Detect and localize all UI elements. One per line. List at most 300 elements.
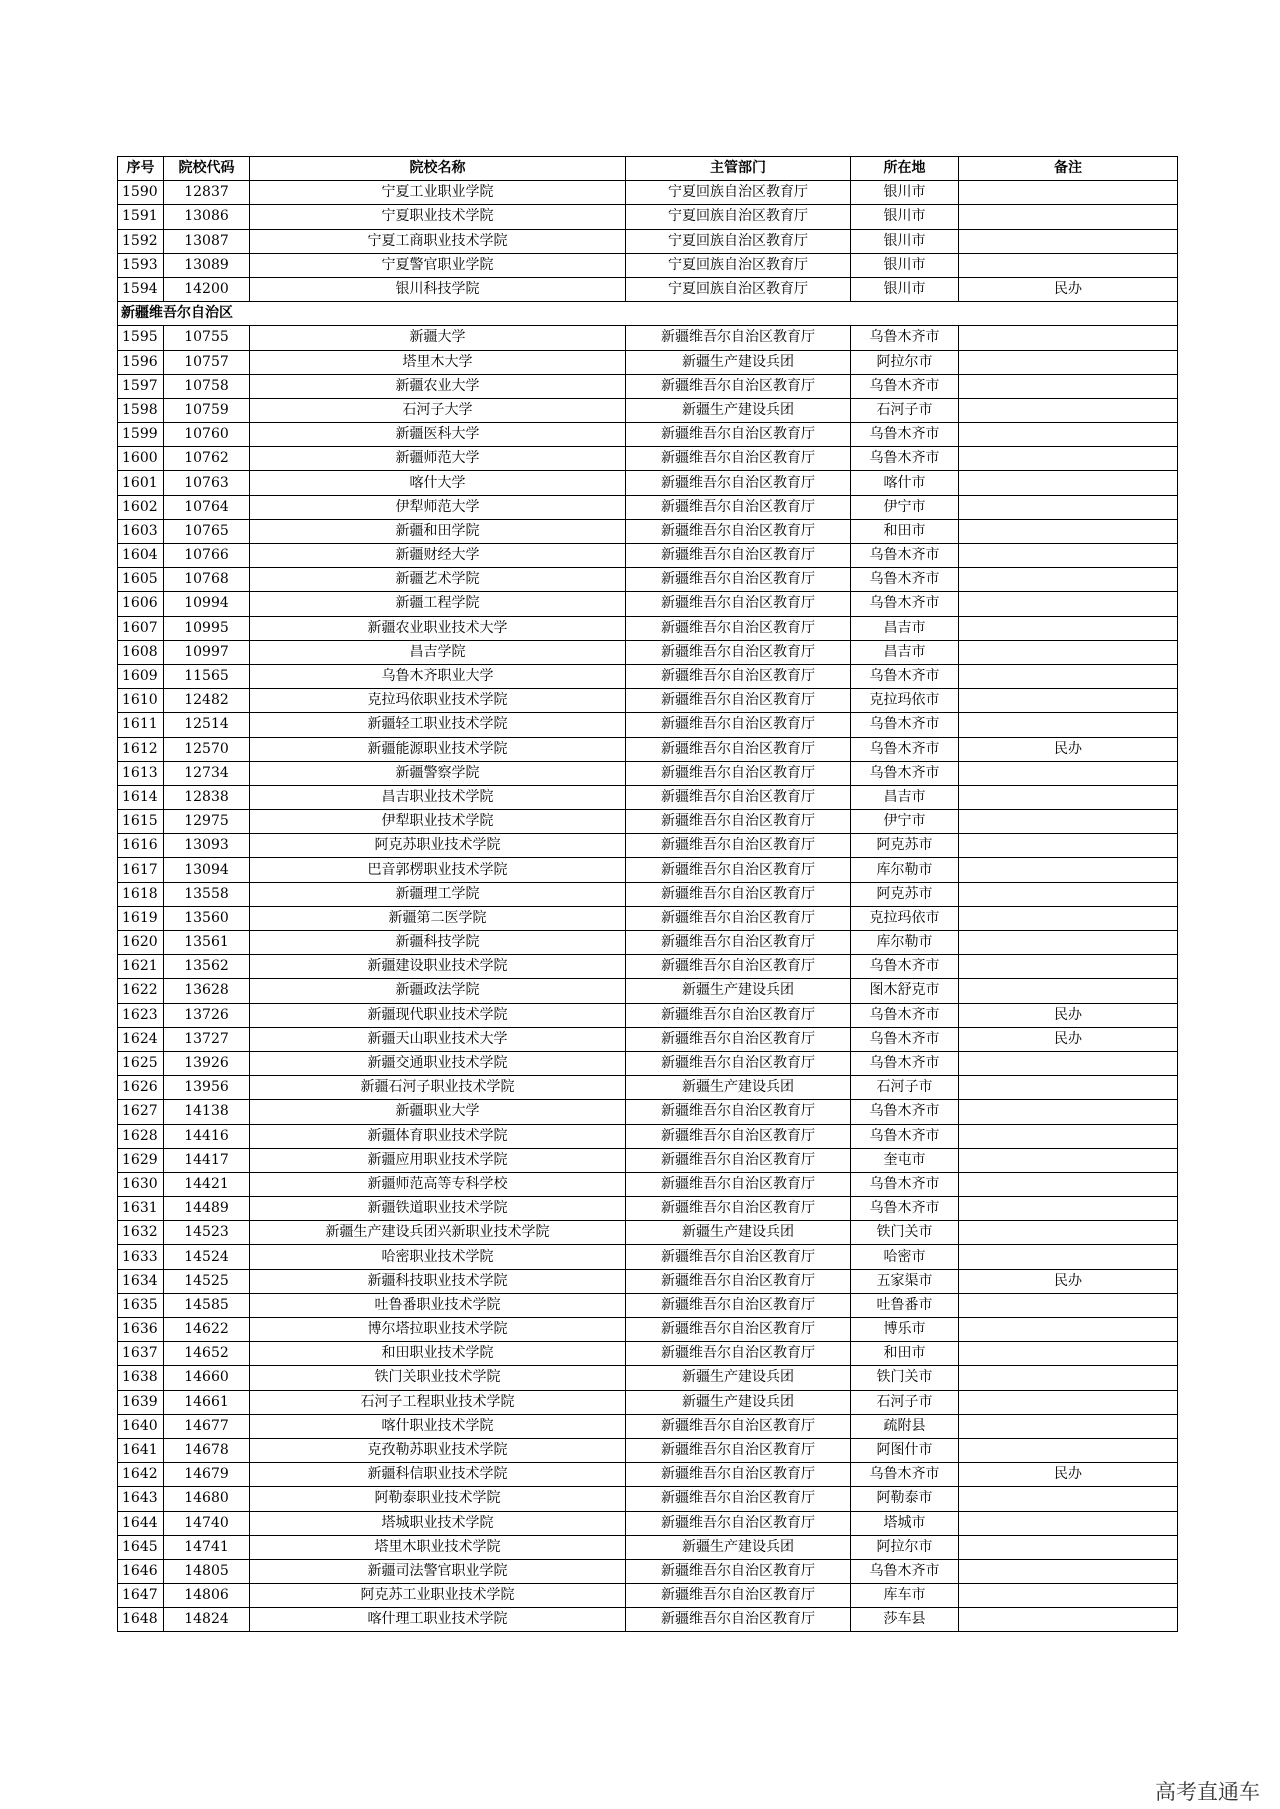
cell-name: 新疆师范大学	[250, 447, 626, 471]
cell-name: 塔里木职业技术学院	[250, 1535, 626, 1559]
cell-note	[959, 568, 1178, 592]
cell-code: 14740	[164, 1511, 250, 1535]
cell-idx: 1639	[118, 1390, 164, 1414]
cell-idx: 1631	[118, 1197, 164, 1221]
cell-note	[959, 906, 1178, 930]
cell-idx: 1637	[118, 1342, 164, 1366]
cell-name: 昌吉学院	[250, 640, 626, 664]
cell-loc: 银川市	[851, 181, 959, 205]
table-row	[118, 1003, 1178, 1027]
cell-code: 14622	[164, 1318, 250, 1342]
cell-idx: 1623	[118, 1003, 164, 1027]
cell-idx: 1645	[118, 1535, 164, 1559]
cell-loc: 克拉玛依市	[851, 906, 959, 930]
cell-dept: 新疆维吾尔自治区教育厅	[626, 689, 851, 713]
table-row	[118, 1414, 1178, 1438]
cell-idx: 1595	[118, 326, 164, 350]
cell-code: 12837	[164, 181, 250, 205]
cell-code: 13926	[164, 1051, 250, 1075]
cell-dept: 新疆维吾尔自治区教育厅	[626, 713, 851, 737]
header-name: 院校名称	[250, 157, 626, 181]
table-row	[118, 471, 1178, 495]
table-row	[118, 229, 1178, 253]
cell-idx: 1638	[118, 1366, 164, 1390]
cell-note	[959, 229, 1178, 253]
cell-name: 新疆农业大学	[250, 374, 626, 398]
cell-note	[959, 1172, 1178, 1196]
cell-loc: 乌鲁木齐市	[851, 544, 959, 568]
cell-loc: 乌鲁木齐市	[851, 1027, 959, 1051]
cell-dept: 宁夏回族自治区教育厅	[626, 229, 851, 253]
cell-idx: 1602	[118, 495, 164, 519]
cell-dept: 新疆维吾尔自治区教育厅	[626, 495, 851, 519]
cell-dept: 新疆维吾尔自治区教育厅	[626, 1438, 851, 1462]
cell-dept: 宁夏回族自治区教育厅	[626, 253, 851, 277]
cell-loc: 库车市	[851, 1584, 959, 1608]
cell-loc: 疏附县	[851, 1414, 959, 1438]
cell-dept: 新疆维吾尔自治区教育厅	[626, 544, 851, 568]
cell-loc: 乌鲁木齐市	[851, 1463, 959, 1487]
cell-idx: 1620	[118, 931, 164, 955]
table-row	[118, 737, 1178, 761]
cell-code: 14680	[164, 1487, 250, 1511]
cell-name: 喀什职业技术学院	[250, 1414, 626, 1438]
cell-note	[959, 1148, 1178, 1172]
cell-note	[959, 1390, 1178, 1414]
cell-loc: 塔城市	[851, 1511, 959, 1535]
cell-dept: 宁夏回族自治区教育厅	[626, 181, 851, 205]
cell-name: 新疆和田学院	[250, 519, 626, 543]
cell-name: 铁门关职业技术学院	[250, 1366, 626, 1390]
cell-loc: 阿克苏市	[851, 882, 959, 906]
table-row	[118, 931, 1178, 955]
cell-note: 民办	[959, 277, 1178, 301]
cell-name: 博尔塔拉职业技术学院	[250, 1318, 626, 1342]
cell-code: 13726	[164, 1003, 250, 1027]
cell-idx: 1636	[118, 1318, 164, 1342]
cell-dept: 新疆维吾尔自治区教育厅	[626, 1511, 851, 1535]
cell-dept: 新疆生产建设兵团	[626, 1221, 851, 1245]
table-row	[118, 1366, 1178, 1390]
cell-note	[959, 519, 1178, 543]
table-row	[118, 1293, 1178, 1317]
cell-dept: 新疆生产建设兵团	[626, 398, 851, 422]
cell-name: 新疆理工学院	[250, 882, 626, 906]
table-row	[118, 1608, 1178, 1632]
cell-dept: 新疆维吾尔自治区教育厅	[626, 834, 851, 858]
cell-dept: 新疆维吾尔自治区教育厅	[626, 737, 851, 761]
cell-loc: 吐鲁番市	[851, 1293, 959, 1317]
cell-idx: 1648	[118, 1608, 164, 1632]
cell-loc: 伊宁市	[851, 810, 959, 834]
cell-name: 新疆生产建设兵团兴新职业技术学院	[250, 1221, 626, 1245]
cell-code: 14824	[164, 1608, 250, 1632]
cell-code: 10760	[164, 423, 250, 447]
cell-dept: 新疆维吾尔自治区教育厅	[626, 1414, 851, 1438]
cell-dept: 新疆维吾尔自治区教育厅	[626, 568, 851, 592]
cell-note	[959, 253, 1178, 277]
cell-note	[959, 1535, 1178, 1559]
cell-idx: 1596	[118, 350, 164, 374]
cell-idx: 1628	[118, 1124, 164, 1148]
cell-note	[959, 1318, 1178, 1342]
cell-note	[959, 664, 1178, 688]
cell-name: 新疆现代职业技术学院	[250, 1003, 626, 1027]
table-row	[118, 834, 1178, 858]
cell-dept: 新疆维吾尔自治区教育厅	[626, 785, 851, 809]
cell-loc: 库尔勒市	[851, 931, 959, 955]
table-row	[118, 1100, 1178, 1124]
cell-dept: 新疆维吾尔自治区教育厅	[626, 931, 851, 955]
table-row	[118, 785, 1178, 809]
cell-code: 14524	[164, 1245, 250, 1269]
cell-code: 13087	[164, 229, 250, 253]
cell-code: 10768	[164, 568, 250, 592]
cell-name: 新疆石河子职业技术学院	[250, 1076, 626, 1100]
cell-loc: 乌鲁木齐市	[851, 423, 959, 447]
cell-code: 13560	[164, 906, 250, 930]
cell-idx: 1646	[118, 1559, 164, 1583]
cell-name: 宁夏工业职业学院	[250, 181, 626, 205]
cell-idx: 1619	[118, 906, 164, 930]
cell-name: 新疆铁道职业技术学院	[250, 1197, 626, 1221]
cell-note	[959, 423, 1178, 447]
cell-dept: 新疆维吾尔自治区教育厅	[626, 1293, 851, 1317]
cell-note	[959, 1076, 1178, 1100]
cell-loc: 伊宁市	[851, 495, 959, 519]
cell-idx: 1618	[118, 882, 164, 906]
cell-note: 民办	[959, 1269, 1178, 1293]
cell-code: 12570	[164, 737, 250, 761]
cell-idx: 1592	[118, 229, 164, 253]
cell-loc: 石河子市	[851, 1390, 959, 1414]
cell-name: 阿克苏工业职业技术学院	[250, 1584, 626, 1608]
cell-name: 新疆天山职业技术大学	[250, 1027, 626, 1051]
cell-dept: 新疆维吾尔自治区教育厅	[626, 810, 851, 834]
cell-dept: 新疆维吾尔自治区教育厅	[626, 519, 851, 543]
cell-name: 石河子工程职业技术学院	[250, 1390, 626, 1414]
region-row	[118, 302, 1178, 326]
cell-idx: 1614	[118, 785, 164, 809]
cell-loc: 银川市	[851, 253, 959, 277]
cell-name: 新疆科技学院	[250, 931, 626, 955]
cell-loc: 乌鲁木齐市	[851, 447, 959, 471]
cell-code: 14138	[164, 1100, 250, 1124]
cell-name: 和田职业技术学院	[250, 1342, 626, 1366]
cell-idx: 1622	[118, 979, 164, 1003]
cell-idx: 1607	[118, 616, 164, 640]
cell-loc: 乌鲁木齐市	[851, 955, 959, 979]
cell-dept: 新疆维吾尔自治区教育厅	[626, 1124, 851, 1148]
cell-loc: 铁门关市	[851, 1366, 959, 1390]
cell-dept: 新疆维吾尔自治区教育厅	[626, 1559, 851, 1583]
cell-note	[959, 810, 1178, 834]
cell-loc: 昌吉市	[851, 616, 959, 640]
cell-dept: 新疆维吾尔自治区教育厅	[626, 1487, 851, 1511]
cell-code: 10765	[164, 519, 250, 543]
table-row	[118, 277, 1178, 301]
cell-idx: 1613	[118, 761, 164, 785]
cell-loc: 和田市	[851, 1342, 959, 1366]
cell-note	[959, 1124, 1178, 1148]
table-row	[118, 761, 1178, 785]
cell-loc: 阿拉尔市	[851, 1535, 959, 1559]
table-row	[118, 205, 1178, 229]
cell-code: 14805	[164, 1559, 250, 1583]
cell-name: 新疆职业大学	[250, 1100, 626, 1124]
table-row	[118, 1076, 1178, 1100]
cell-loc: 乌鲁木齐市	[851, 713, 959, 737]
cell-name: 新疆艺术学院	[250, 568, 626, 592]
cell-idx: 1604	[118, 544, 164, 568]
cell-dept: 新疆维吾尔自治区教育厅	[626, 955, 851, 979]
cell-loc: 乌鲁木齐市	[851, 592, 959, 616]
cell-loc: 乌鲁木齐市	[851, 374, 959, 398]
cell-code: 13094	[164, 858, 250, 882]
cell-idx: 1605	[118, 568, 164, 592]
cell-note	[959, 398, 1178, 422]
cell-dept: 新疆维吾尔自治区教育厅	[626, 1342, 851, 1366]
cell-note	[959, 882, 1178, 906]
cell-name: 银川科技学院	[250, 277, 626, 301]
cell-idx: 1640	[118, 1414, 164, 1438]
table-row	[118, 1197, 1178, 1221]
cell-idx: 1601	[118, 471, 164, 495]
cell-loc: 奎屯市	[851, 1148, 959, 1172]
cell-note	[959, 592, 1178, 616]
cell-note	[959, 785, 1178, 809]
cell-loc: 克拉玛依市	[851, 689, 959, 713]
cell-name: 阿克苏职业技术学院	[250, 834, 626, 858]
cell-note	[959, 495, 1178, 519]
table-row	[118, 519, 1178, 543]
cell-dept: 宁夏回族自治区教育厅	[626, 205, 851, 229]
cell-code: 12838	[164, 785, 250, 809]
table-row	[118, 1245, 1178, 1269]
cell-code: 14679	[164, 1463, 250, 1487]
table-row	[118, 1511, 1178, 1535]
cell-loc: 和田市	[851, 519, 959, 543]
cell-idx: 1615	[118, 810, 164, 834]
cell-note	[959, 1221, 1178, 1245]
cell-note	[959, 834, 1178, 858]
cell-loc: 银川市	[851, 205, 959, 229]
cell-code: 14806	[164, 1584, 250, 1608]
cell-code: 13086	[164, 205, 250, 229]
cell-name: 新疆交通职业技术学院	[250, 1051, 626, 1075]
cell-note	[959, 1559, 1178, 1583]
cell-dept: 新疆维吾尔自治区教育厅	[626, 1584, 851, 1608]
cell-idx: 1629	[118, 1148, 164, 1172]
cell-loc: 石河子市	[851, 398, 959, 422]
cell-idx: 1634	[118, 1269, 164, 1293]
table-row	[118, 398, 1178, 422]
cell-dept: 新疆维吾尔自治区教育厅	[626, 1463, 851, 1487]
cell-note: 民办	[959, 1003, 1178, 1027]
header-dept: 主管部门	[626, 157, 851, 181]
cell-note	[959, 1438, 1178, 1462]
cell-loc: 乌鲁木齐市	[851, 1559, 959, 1583]
cell-note	[959, 640, 1178, 664]
table-row	[118, 544, 1178, 568]
cell-loc: 乌鲁木齐市	[851, 326, 959, 350]
cell-idx: 1632	[118, 1221, 164, 1245]
cell-code: 14741	[164, 1535, 250, 1559]
cell-loc: 乌鲁木齐市	[851, 1172, 959, 1196]
cell-idx: 1610	[118, 689, 164, 713]
table-row	[118, 1148, 1178, 1172]
cell-name: 昌吉职业技术学院	[250, 785, 626, 809]
cell-code: 10755	[164, 326, 250, 350]
cell-note	[959, 1584, 1178, 1608]
cell-idx: 1627	[118, 1100, 164, 1124]
cell-code: 12734	[164, 761, 250, 785]
cell-loc: 乌鲁木齐市	[851, 1124, 959, 1148]
cell-idx: 1593	[118, 253, 164, 277]
cell-name: 乌鲁木齐职业大学	[250, 664, 626, 688]
cell-note: 民办	[959, 1027, 1178, 1051]
table-row	[118, 447, 1178, 471]
cell-code: 13561	[164, 931, 250, 955]
cell-loc: 乌鲁木齐市	[851, 1100, 959, 1124]
cell-code: 14652	[164, 1342, 250, 1366]
cell-dept: 新疆维吾尔自治区教育厅	[626, 1148, 851, 1172]
table-row	[118, 1390, 1178, 1414]
table-row	[118, 979, 1178, 1003]
cell-note	[959, 1511, 1178, 1535]
cell-name: 新疆轻工职业技术学院	[250, 713, 626, 737]
table-row	[118, 713, 1178, 737]
cell-code: 10759	[164, 398, 250, 422]
cell-loc: 阿图什市	[851, 1438, 959, 1462]
cell-loc: 乌鲁木齐市	[851, 1003, 959, 1027]
cell-name: 新疆体育职业技术学院	[250, 1124, 626, 1148]
cell-note	[959, 616, 1178, 640]
table-row	[118, 326, 1178, 350]
table-row	[118, 1172, 1178, 1196]
cell-name: 新疆师范高等专科学校	[250, 1172, 626, 1196]
cell-code: 10758	[164, 374, 250, 398]
table-row	[118, 253, 1178, 277]
cell-code: 14489	[164, 1197, 250, 1221]
cell-name: 喀什理工职业技术学院	[250, 1608, 626, 1632]
cell-name: 哈密职业技术学院	[250, 1245, 626, 1269]
cell-loc: 乌鲁木齐市	[851, 568, 959, 592]
cell-loc: 银川市	[851, 277, 959, 301]
cell-dept: 新疆生产建设兵团	[626, 350, 851, 374]
cell-loc: 阿拉尔市	[851, 350, 959, 374]
cell-dept: 新疆维吾尔自治区教育厅	[626, 1027, 851, 1051]
cell-idx: 1600	[118, 447, 164, 471]
cell-code: 13089	[164, 253, 250, 277]
table-row	[118, 423, 1178, 447]
cell-dept: 新疆维吾尔自治区教育厅	[626, 640, 851, 664]
cell-dept: 新疆生产建设兵团	[626, 1390, 851, 1414]
cell-note	[959, 374, 1178, 398]
cell-idx: 1590	[118, 181, 164, 205]
cell-code: 14677	[164, 1414, 250, 1438]
table-row	[118, 664, 1178, 688]
cell-idx: 1616	[118, 834, 164, 858]
cell-dept: 新疆生产建设兵团	[626, 1366, 851, 1390]
cell-idx: 1621	[118, 955, 164, 979]
cell-note	[959, 1100, 1178, 1124]
table-row	[118, 640, 1178, 664]
cell-note	[959, 1414, 1178, 1438]
cell-name: 新疆应用职业技术学院	[250, 1148, 626, 1172]
cell-loc: 乌鲁木齐市	[851, 1051, 959, 1075]
table-row	[118, 1124, 1178, 1148]
cell-name: 喀什大学	[250, 471, 626, 495]
table-row	[118, 1027, 1178, 1051]
cell-loc: 喀什市	[851, 471, 959, 495]
cell-dept: 新疆生产建设兵团	[626, 1076, 851, 1100]
cell-dept: 新疆维吾尔自治区教育厅	[626, 326, 851, 350]
cell-loc: 昌吉市	[851, 785, 959, 809]
cell-idx: 1612	[118, 737, 164, 761]
region-label: 新疆维吾尔自治区	[118, 302, 1178, 326]
cell-name: 新疆科技职业技术学院	[250, 1269, 626, 1293]
cell-code: 10766	[164, 544, 250, 568]
cell-code: 13093	[164, 834, 250, 858]
table-row	[118, 882, 1178, 906]
cell-dept: 宁夏回族自治区教育厅	[626, 277, 851, 301]
cell-dept: 新疆维吾尔自治区教育厅	[626, 761, 851, 785]
cell-dept: 新疆维吾尔自治区教育厅	[626, 1197, 851, 1221]
cell-code: 14525	[164, 1269, 250, 1293]
cell-note	[959, 1051, 1178, 1075]
table-row	[118, 350, 1178, 374]
cell-note	[959, 181, 1178, 205]
cell-dept: 新疆维吾尔自治区教育厅	[626, 471, 851, 495]
cell-dept: 新疆维吾尔自治区教育厅	[626, 592, 851, 616]
cell-name: 新疆科信职业技术学院	[250, 1463, 626, 1487]
cell-name: 新疆建设职业技术学院	[250, 955, 626, 979]
cell-dept: 新疆维吾尔自治区教育厅	[626, 1051, 851, 1075]
cell-loc: 乌鲁木齐市	[851, 1197, 959, 1221]
cell-loc: 莎车县	[851, 1608, 959, 1632]
cell-name: 新疆财经大学	[250, 544, 626, 568]
cell-code: 12514	[164, 713, 250, 737]
cell-idx: 1608	[118, 640, 164, 664]
cell-name: 阿勒泰职业技术学院	[250, 1487, 626, 1511]
cell-note	[959, 761, 1178, 785]
cell-idx: 1617	[118, 858, 164, 882]
table-row	[118, 1318, 1178, 1342]
cell-dept: 新疆维吾尔自治区教育厅	[626, 1269, 851, 1293]
cell-code: 13562	[164, 955, 250, 979]
cell-note	[959, 447, 1178, 471]
cell-code: 10757	[164, 350, 250, 374]
cell-note	[959, 858, 1178, 882]
cell-dept: 新疆维吾尔自治区教育厅	[626, 616, 851, 640]
watermark-text: 高考直通车	[1155, 1780, 1260, 1804]
cell-loc: 乌鲁木齐市	[851, 664, 959, 688]
cell-note	[959, 1245, 1178, 1269]
cell-loc: 乌鲁木齐市	[851, 761, 959, 785]
cell-dept: 新疆维吾尔自治区教育厅	[626, 1608, 851, 1632]
cell-idx: 1611	[118, 713, 164, 737]
header-note: 备注	[959, 157, 1178, 181]
cell-dept: 新疆生产建设兵团	[626, 979, 851, 1003]
cell-note	[959, 544, 1178, 568]
cell-note: 民办	[959, 737, 1178, 761]
cell-name: 新疆司法警官职业学院	[250, 1559, 626, 1583]
cell-idx: 1609	[118, 664, 164, 688]
cell-note	[959, 326, 1178, 350]
cell-name: 克拉玛依职业技术学院	[250, 689, 626, 713]
cell-loc: 图木舒克市	[851, 979, 959, 1003]
